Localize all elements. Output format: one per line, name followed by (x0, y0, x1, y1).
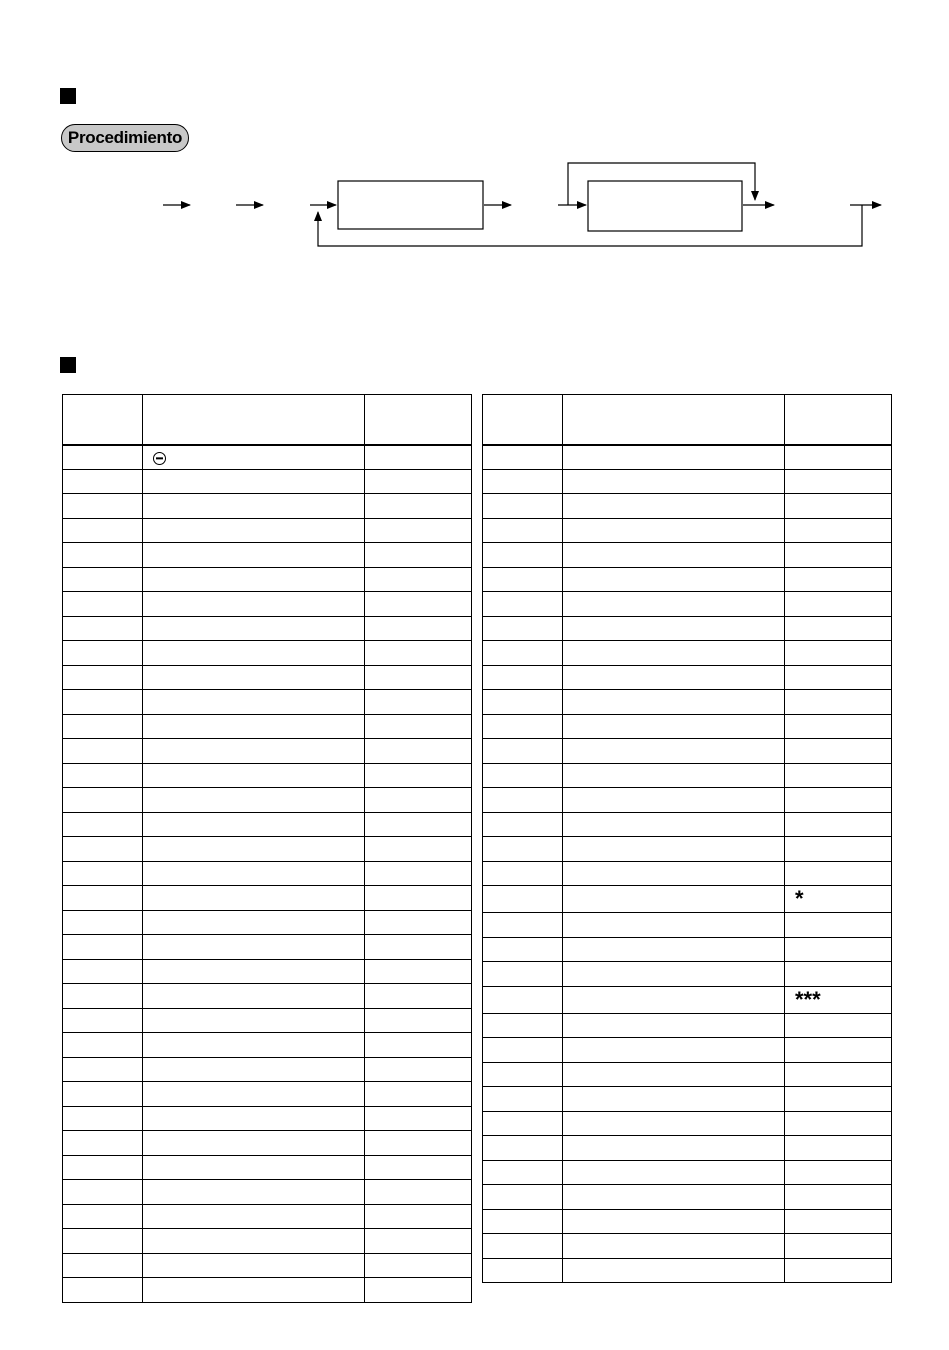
table-cell (483, 494, 563, 519)
procedure-flow-diagram (0, 0, 949, 300)
table-cell (483, 1038, 563, 1063)
table-cell (563, 567, 785, 592)
table-cell (143, 959, 365, 984)
table-row (63, 1155, 472, 1180)
table-cell (563, 1136, 785, 1161)
table-cell (785, 1160, 892, 1185)
procedure-badge-label: Procedimiento (67, 128, 183, 147)
table-cell (365, 1180, 472, 1205)
settings-table-left (62, 394, 472, 1303)
table-cell (785, 1209, 892, 1234)
table-cell (365, 763, 472, 788)
table-cell (63, 690, 143, 715)
table-cell (483, 1160, 563, 1185)
table-cell (365, 494, 472, 519)
table-row (63, 886, 472, 911)
table-cell (483, 616, 563, 641)
table-cell (483, 913, 563, 938)
table-cell (365, 1033, 472, 1058)
table-cell (63, 910, 143, 935)
table-cell (785, 1258, 892, 1283)
table-row (63, 714, 472, 739)
table-cell (563, 665, 785, 690)
table-cell (63, 788, 143, 813)
table-cell (63, 543, 143, 568)
table-row (483, 739, 892, 764)
table-row (483, 665, 892, 690)
settings-table-right (482, 394, 892, 1283)
table-cell (563, 861, 785, 886)
table-cell (483, 739, 563, 764)
table-cell (785, 1234, 892, 1259)
table-cell (563, 1111, 785, 1136)
table-cell (143, 1131, 365, 1156)
table-cell (365, 1008, 472, 1033)
table-cell (63, 763, 143, 788)
table-cell (785, 937, 892, 962)
table-row (483, 1038, 892, 1063)
table-header-cell (365, 395, 472, 445)
table-row (63, 641, 472, 666)
table-row (63, 1253, 472, 1278)
table-cell (63, 959, 143, 984)
table-cell (63, 1057, 143, 1082)
table-cell (483, 1111, 563, 1136)
table-cell (365, 665, 472, 690)
table-cell (63, 567, 143, 592)
table-row (483, 861, 892, 886)
table-cell (143, 812, 365, 837)
table-cell (563, 469, 785, 494)
table-cell (143, 910, 365, 935)
table-cell (483, 641, 563, 666)
table-cell (143, 1229, 365, 1254)
table-row (483, 592, 892, 617)
table-cell (63, 812, 143, 837)
table-header-cell (563, 395, 785, 445)
table-row (483, 937, 892, 962)
table-cell (563, 518, 785, 543)
table-row (483, 1258, 892, 1283)
table-header-cell (785, 395, 892, 445)
table-cell (563, 1209, 785, 1234)
table-row (483, 913, 892, 938)
table-row (483, 1062, 892, 1087)
table-cell (483, 1185, 563, 1210)
table-cell (63, 469, 143, 494)
table-cell (785, 1038, 892, 1063)
table-row (63, 1229, 472, 1254)
table-cell (143, 1106, 365, 1131)
table-cell (63, 1229, 143, 1254)
table-cell (143, 739, 365, 764)
table-cell (563, 1038, 785, 1063)
flow-box-2 (588, 181, 742, 231)
table-cell (63, 494, 143, 519)
table-cell (563, 1062, 785, 1087)
table-row (63, 1082, 472, 1107)
table-cell (785, 690, 892, 715)
table-row (63, 518, 472, 543)
table-row (63, 935, 472, 960)
table-header-cell (483, 395, 563, 445)
table-cell (143, 1155, 365, 1180)
table-cell (63, 616, 143, 641)
table-cell (143, 665, 365, 690)
table-cell (563, 812, 785, 837)
table-cell (63, 1204, 143, 1229)
table-row (483, 616, 892, 641)
table-cell (563, 690, 785, 715)
table-cell (483, 1136, 563, 1161)
table-cell (63, 886, 143, 911)
table-cell (483, 445, 563, 470)
table-cell (483, 1062, 563, 1087)
table-cell (365, 935, 472, 960)
table-cell (63, 1253, 143, 1278)
table-cell (365, 616, 472, 641)
table-cell (365, 1253, 472, 1278)
table-cell (483, 1209, 563, 1234)
table-cell (143, 690, 365, 715)
table-cell (785, 913, 892, 938)
table-cell (143, 469, 365, 494)
table-row (483, 690, 892, 715)
table-row (63, 1278, 472, 1303)
table-cell (365, 714, 472, 739)
table-cell (785, 518, 892, 543)
table-cell (483, 543, 563, 568)
table-row (483, 1013, 892, 1038)
table-cell (143, 886, 365, 911)
table-cell (63, 518, 143, 543)
table-cell (563, 1087, 785, 1112)
table-cell (365, 469, 472, 494)
table-cell (365, 1082, 472, 1107)
table-cell (483, 812, 563, 837)
table-cell (563, 1185, 785, 1210)
table-cell (785, 1013, 892, 1038)
flow-loop-upper (568, 163, 755, 205)
table-cell (365, 690, 472, 715)
table-cell (143, 494, 365, 519)
table-cell (365, 959, 472, 984)
table-cell (563, 1160, 785, 1185)
table-row (63, 763, 472, 788)
table-row (483, 518, 892, 543)
table-row (483, 986, 892, 1013)
table-cell (785, 641, 892, 666)
table-cell (563, 543, 785, 568)
table-cell (483, 1087, 563, 1112)
table-cell (563, 1234, 785, 1259)
table-cell (785, 494, 892, 519)
table-cell (143, 1204, 365, 1229)
table-cell (63, 935, 143, 960)
flow-loop-lower (318, 205, 862, 246)
table-cell (563, 445, 785, 470)
table-cell (143, 788, 365, 813)
table-cell (365, 739, 472, 764)
table-cell (63, 1131, 143, 1156)
table-row (483, 714, 892, 739)
table-row (483, 1087, 892, 1112)
table-cell (365, 518, 472, 543)
table-row (63, 469, 472, 494)
table-cell (483, 1258, 563, 1283)
table-cell (143, 543, 365, 568)
table-row (63, 494, 472, 519)
table-row (483, 641, 892, 666)
table-row (63, 1131, 472, 1156)
table-cell (563, 641, 785, 666)
table-cell (143, 1008, 365, 1033)
table-cell (143, 935, 365, 960)
table-cell (365, 445, 472, 470)
table-row (63, 959, 472, 984)
table-row (483, 469, 892, 494)
table-row (63, 445, 472, 470)
table-cell (785, 445, 892, 470)
table-cell (365, 984, 472, 1009)
table-cell (365, 1106, 472, 1131)
table-row (63, 592, 472, 617)
table-cell (143, 861, 365, 886)
table-cell (63, 592, 143, 617)
table-header-cell (143, 395, 365, 445)
table-cell (785, 616, 892, 641)
table-cell (365, 1155, 472, 1180)
table-cell (785, 665, 892, 690)
table-cell (365, 1278, 472, 1303)
table-cell (785, 469, 892, 494)
table-cell (365, 788, 472, 813)
table-row (63, 1033, 472, 1058)
table-cell (785, 1111, 892, 1136)
table-cell (483, 469, 563, 494)
table-cell (785, 1185, 892, 1210)
table-cell (143, 616, 365, 641)
table-cell (483, 592, 563, 617)
table-row (63, 665, 472, 690)
table-cell (63, 641, 143, 666)
table-row (483, 788, 892, 813)
table-row (483, 494, 892, 519)
table-cell (143, 714, 365, 739)
table-cell (563, 714, 785, 739)
table-cell (563, 962, 785, 987)
table-cell (785, 567, 892, 592)
table-cell (483, 986, 563, 1013)
table-row (483, 886, 892, 913)
table-row (63, 861, 472, 886)
table-header-row (63, 395, 472, 445)
table-cell (63, 1008, 143, 1033)
table-row (63, 567, 472, 592)
table-cell (785, 788, 892, 813)
table-row (63, 910, 472, 935)
table-row (483, 1136, 892, 1161)
table-cell (143, 567, 365, 592)
table-cell (365, 886, 472, 911)
table-cell (483, 962, 563, 987)
table-row (63, 616, 472, 641)
table-row (483, 1209, 892, 1234)
table-cell (365, 812, 472, 837)
table-cell (63, 445, 143, 470)
table-cell (785, 714, 892, 739)
table-cell (365, 1131, 472, 1156)
table-cell (365, 837, 472, 862)
table-cell (483, 665, 563, 690)
table-cell (785, 837, 892, 862)
asterisk-mark-triple: *** (795, 986, 821, 1012)
table-cell (63, 1033, 143, 1058)
table-cell (483, 1234, 563, 1259)
table-row (483, 445, 892, 470)
table-row (63, 739, 472, 764)
table-cell (563, 788, 785, 813)
table-cell (785, 962, 892, 987)
table-cell (63, 714, 143, 739)
table-cell (143, 445, 365, 470)
table-cell (785, 861, 892, 886)
table-cell (785, 592, 892, 617)
table-cell (63, 1180, 143, 1205)
table-cell (143, 592, 365, 617)
table-cell (483, 518, 563, 543)
table-row (63, 690, 472, 715)
table-cell (143, 1278, 365, 1303)
table-cell (63, 665, 143, 690)
table-cell (63, 984, 143, 1009)
table-cell (483, 690, 563, 715)
table-cell (63, 861, 143, 886)
table-cell (143, 763, 365, 788)
table-cell (785, 812, 892, 837)
table-cell (63, 1155, 143, 1180)
table-cell (483, 763, 563, 788)
table-row (483, 1111, 892, 1136)
table-header-cell (63, 395, 143, 445)
table-cell (365, 1229, 472, 1254)
table-row (63, 1008, 472, 1033)
table-cell (483, 937, 563, 962)
table-cell (785, 763, 892, 788)
table-row (483, 567, 892, 592)
table-cell (365, 543, 472, 568)
table-row (483, 837, 892, 862)
table-row (483, 1234, 892, 1259)
table-cell (365, 592, 472, 617)
table-cell (483, 788, 563, 813)
table-cell (563, 592, 785, 617)
table-row (63, 543, 472, 568)
table-cell (563, 986, 785, 1013)
table-row (483, 812, 892, 837)
table-row (63, 1204, 472, 1229)
minus-circle-icon (153, 452, 166, 465)
table-cell (143, 984, 365, 1009)
flow-box-1 (338, 181, 483, 229)
table-cell (143, 1057, 365, 1082)
table-cell (483, 714, 563, 739)
table-cell (785, 1087, 892, 1112)
table-cell (563, 616, 785, 641)
table-cell (563, 763, 785, 788)
asterisk-mark-single: * (795, 886, 804, 911)
table-cell (143, 518, 365, 543)
table-row (483, 1160, 892, 1185)
table-row (63, 788, 472, 813)
table-cell (563, 739, 785, 764)
table-cell (563, 494, 785, 519)
table-cell (785, 543, 892, 568)
table-row (483, 1185, 892, 1210)
table-cell (785, 986, 892, 1013)
table-row (63, 812, 472, 837)
table-cell (365, 861, 472, 886)
table-row (483, 543, 892, 568)
table-row (63, 1106, 472, 1131)
table-cell (563, 913, 785, 938)
table-cell (483, 886, 563, 913)
table-cell (483, 567, 563, 592)
table-cell (785, 1062, 892, 1087)
table-row (63, 837, 472, 862)
table-cell (785, 1136, 892, 1161)
table-row (483, 763, 892, 788)
table-cell (143, 1180, 365, 1205)
table-cell (143, 1033, 365, 1058)
table-cell (365, 1204, 472, 1229)
table-cell (63, 1106, 143, 1131)
table-row (63, 1057, 472, 1082)
table-cell (143, 641, 365, 666)
table-row (63, 984, 472, 1009)
table-cell (563, 937, 785, 962)
table-cell (63, 1082, 143, 1107)
table-cell (785, 739, 892, 764)
table-cell (365, 1057, 472, 1082)
table-row (483, 962, 892, 987)
table-cell (563, 1258, 785, 1283)
table-row (63, 1180, 472, 1205)
table-cell (563, 1013, 785, 1038)
table-cell (483, 861, 563, 886)
table-header-row (483, 395, 892, 445)
table-cell (365, 641, 472, 666)
table-cell (785, 886, 892, 913)
table-cell (143, 1253, 365, 1278)
table-cell (143, 1082, 365, 1107)
table-cell (63, 837, 143, 862)
table-cell (483, 1013, 563, 1038)
section-marker-2 (60, 357, 76, 373)
table-cell (563, 886, 785, 913)
table-cell (143, 837, 365, 862)
table-cell (483, 837, 563, 862)
table-cell (563, 837, 785, 862)
table-cell (365, 910, 472, 935)
table-cell (63, 1278, 143, 1303)
table-cell (365, 567, 472, 592)
table-cell (63, 739, 143, 764)
